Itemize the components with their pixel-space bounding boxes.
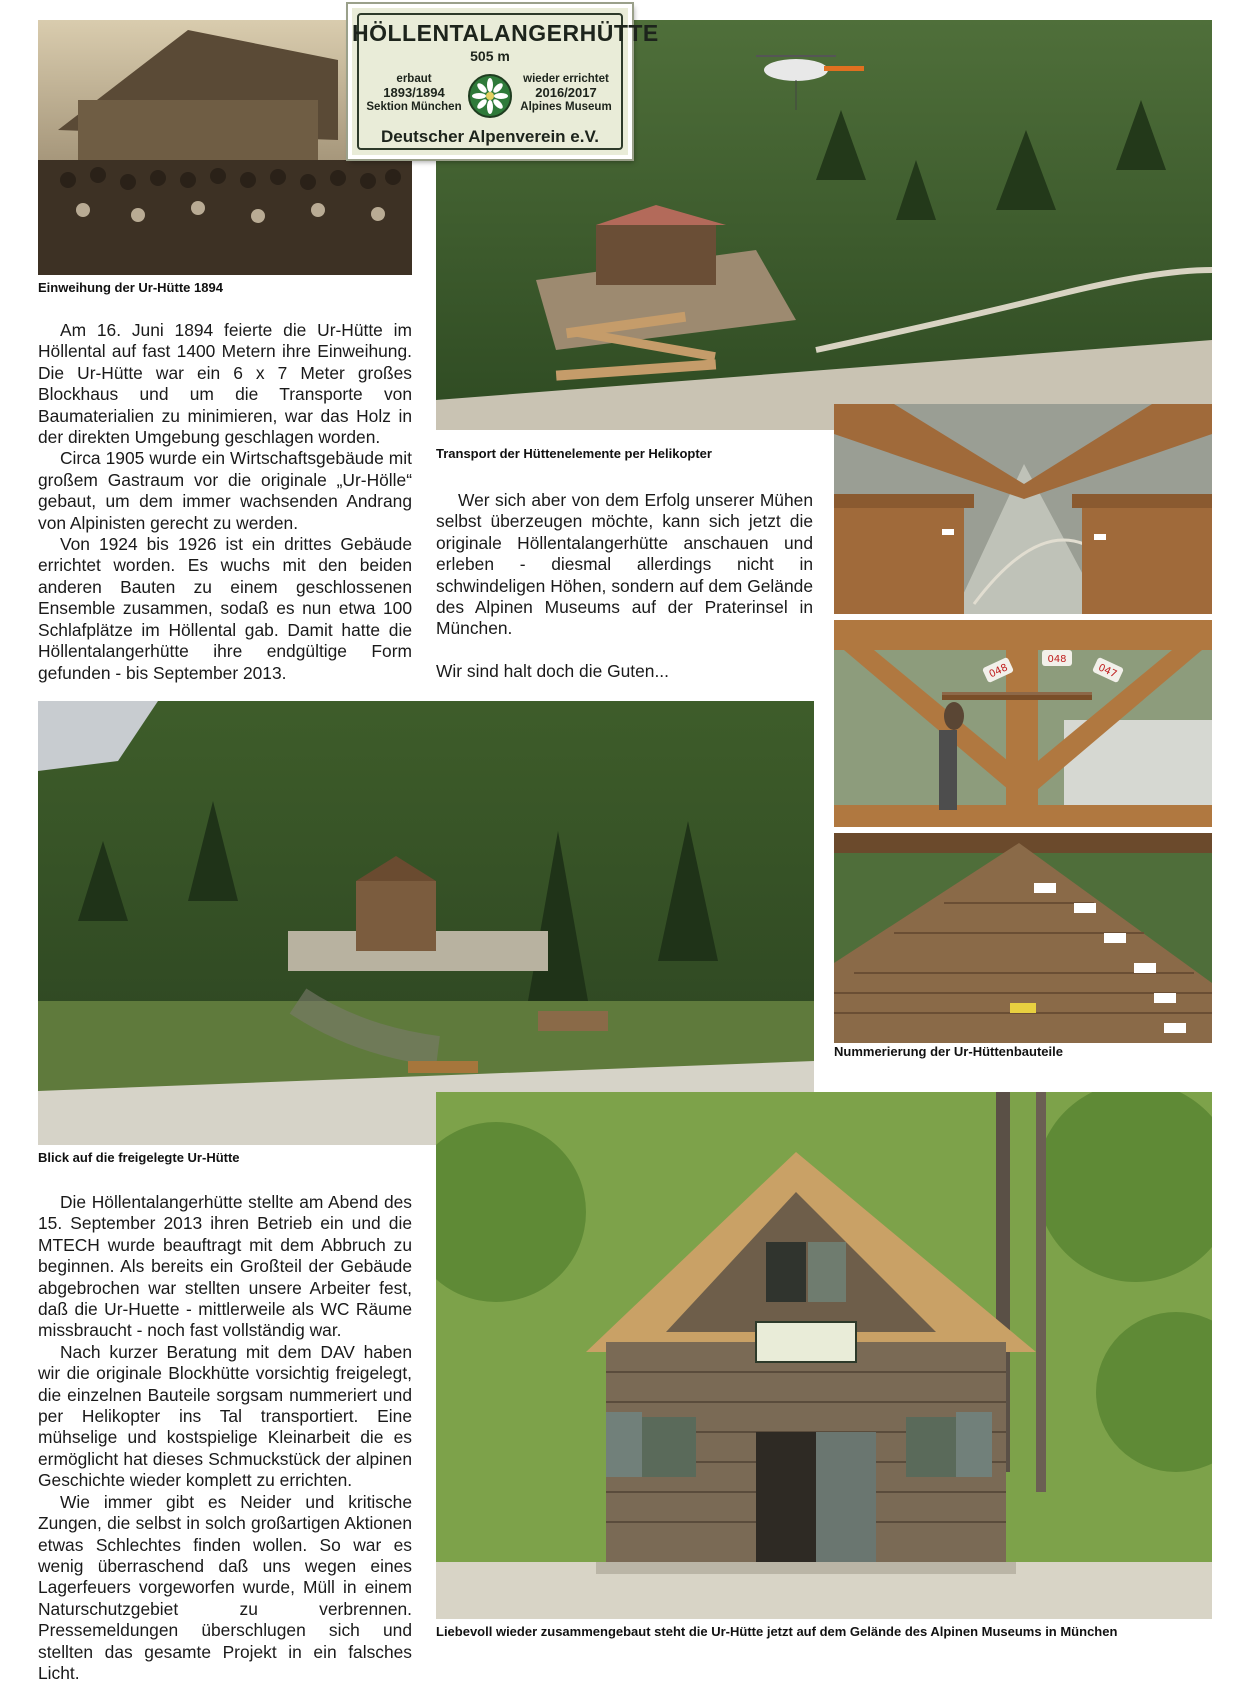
sign-right-1: wieder errichtet <box>523 73 609 85</box>
beam-label-c: 047 <box>1096 662 1119 681</box>
paragraph: Von 1924 bis 1926 ist ein drittes Gebäude errichtet worden. Es wuchs mit den beiden anderen Bauten zu einem geschlossenen Ensemble zusammen, sodaß es nun etwa 100 Schlafplätze im Höllental gab. Damit hatte die Höllentalangerhütte ihre endgültige Form gefunden - bis September 2013. <box>38 534 412 683</box>
sign-altitude: 505 m <box>470 48 510 64</box>
text-demolition <box>38 1192 412 1684</box>
caption-transport: Transport der Hüttenelemente per Helikopter <box>436 446 712 461</box>
caption-inauguration: Einweihung der Ur-Hütte 1894 <box>38 280 223 295</box>
paragraph: Wer sich aber von dem Erfolg unserer Mühen selbst überzeugen möchte, kann sich jetzt die originale Höllentalangerhütte anschauen und erleben - diesmal allerdings nicht in schwindeligen Höhen, sondern auf dem Gelände des Alpinen Museums auf der Praterinsel in München. <box>436 490 813 639</box>
photo-gable-numbered <box>834 833 1212 1043</box>
sign-built <box>364 72 464 114</box>
caption-rebuilt: Liebevoll wieder zusammengebaut steht die Ur-Hütte jetzt auf dem Gelände des Alpinen Museums in München <box>436 1624 1118 1639</box>
beam-label-a: 048 <box>987 662 1010 681</box>
photo-exposed-hut <box>38 701 814 1145</box>
paragraph: Wie immer gibt es Neider und kritische Zungen, die selbst in solch großartigen Aktionen etwas Schlechtes finden wollen. So war es wenig überraschend daß uns wegen eines Lagerfeuers vorgeworfen wurde, Müll in einem Naturschutzgebiet zu verbrennen. Pressemeldungen überschlugen sich und stellten das gesamte Projekt in ein falsches Licht. <box>38 1491 412 1683</box>
paragraph: Nach kurzer Beratung mit dem DAV haben wir die originale Blockhütte vorsichtig freigelegt, die einzelnen Bauteile sorgsam nummeriert und per Helikopter ins Tal transportiert. Eine mühselige und kostspielige Kleinarbeit die es ermöglicht hat dieses Schmuckstück der alpinen Geschichte wieder komplett zu errichten. <box>38 1341 412 1491</box>
hut-sign <box>348 4 659 159</box>
sign-left-2: 1893/1894 <box>383 85 445 100</box>
paragraph-closing: Wir sind halt doch die Guten... <box>436 660 669 681</box>
paragraph: Circa 1905 wurde ein Wirtschaftsgebäude mit großem Gastraum vor die originale „Ur-Hölle“ gebaut, um dem immer wachsenden Andrang von Alpinisten gerecht zu werden. <box>38 448 412 533</box>
paragraph: Am 16. Juni 1894 feierte die Ur-Hütte im Höllental auf fast 1400 Metern ihre Einweihung. Die Ur-Hütte war ein 6 x 7 Meter großes Blockhaus und um die Transporte von Baumaterialien zu minimieren, war das Holz in der direkten Umgebung geschlagen worden. <box>38 320 412 448</box>
paragraph: Die Höllentalangerhütte stellte am Abend des 15. September 2013 ihren Betrieb ein und die MTECH wurde beauftragt mit dem Abbruch zu beginnen. Als bereits ein Großteil der Gebäude abgebrochen war stellten unsere Arbeiter fest, daß die Ur-Huette - mittlerweile als WC Räume missbraucht - noch fast vollständig war. <box>38 1192 412 1341</box>
sign-left-3: Sektion München <box>366 101 462 113</box>
photo-roof-beams-2 <box>834 620 1212 827</box>
photo-roof-beams-1 <box>834 404 1212 614</box>
text-history <box>38 320 412 684</box>
caption-view: Blick auf die freigelegte Ur-Hütte <box>38 1150 240 1165</box>
sign-footer: Deutscher Alpenverein e.V. <box>381 127 599 146</box>
caption-numbering: Nummerierung der Ur-Hüttenbauteile <box>834 1044 1063 1059</box>
sign-rebuilt <box>516 72 616 114</box>
sign-right-3: Alpines Museum <box>520 101 612 113</box>
sign-left-1: erbaut <box>396 73 432 85</box>
sign-right-2: 2016/2017 <box>535 85 597 100</box>
text-visit <box>436 490 813 682</box>
sign-title: HÖLLENTALANGERHÜTTE <box>352 20 659 46</box>
edelweiss-icon <box>468 74 512 118</box>
beam-label-b: 048 <box>1047 654 1067 665</box>
photo-rebuilt-hut <box>436 1092 1212 1619</box>
